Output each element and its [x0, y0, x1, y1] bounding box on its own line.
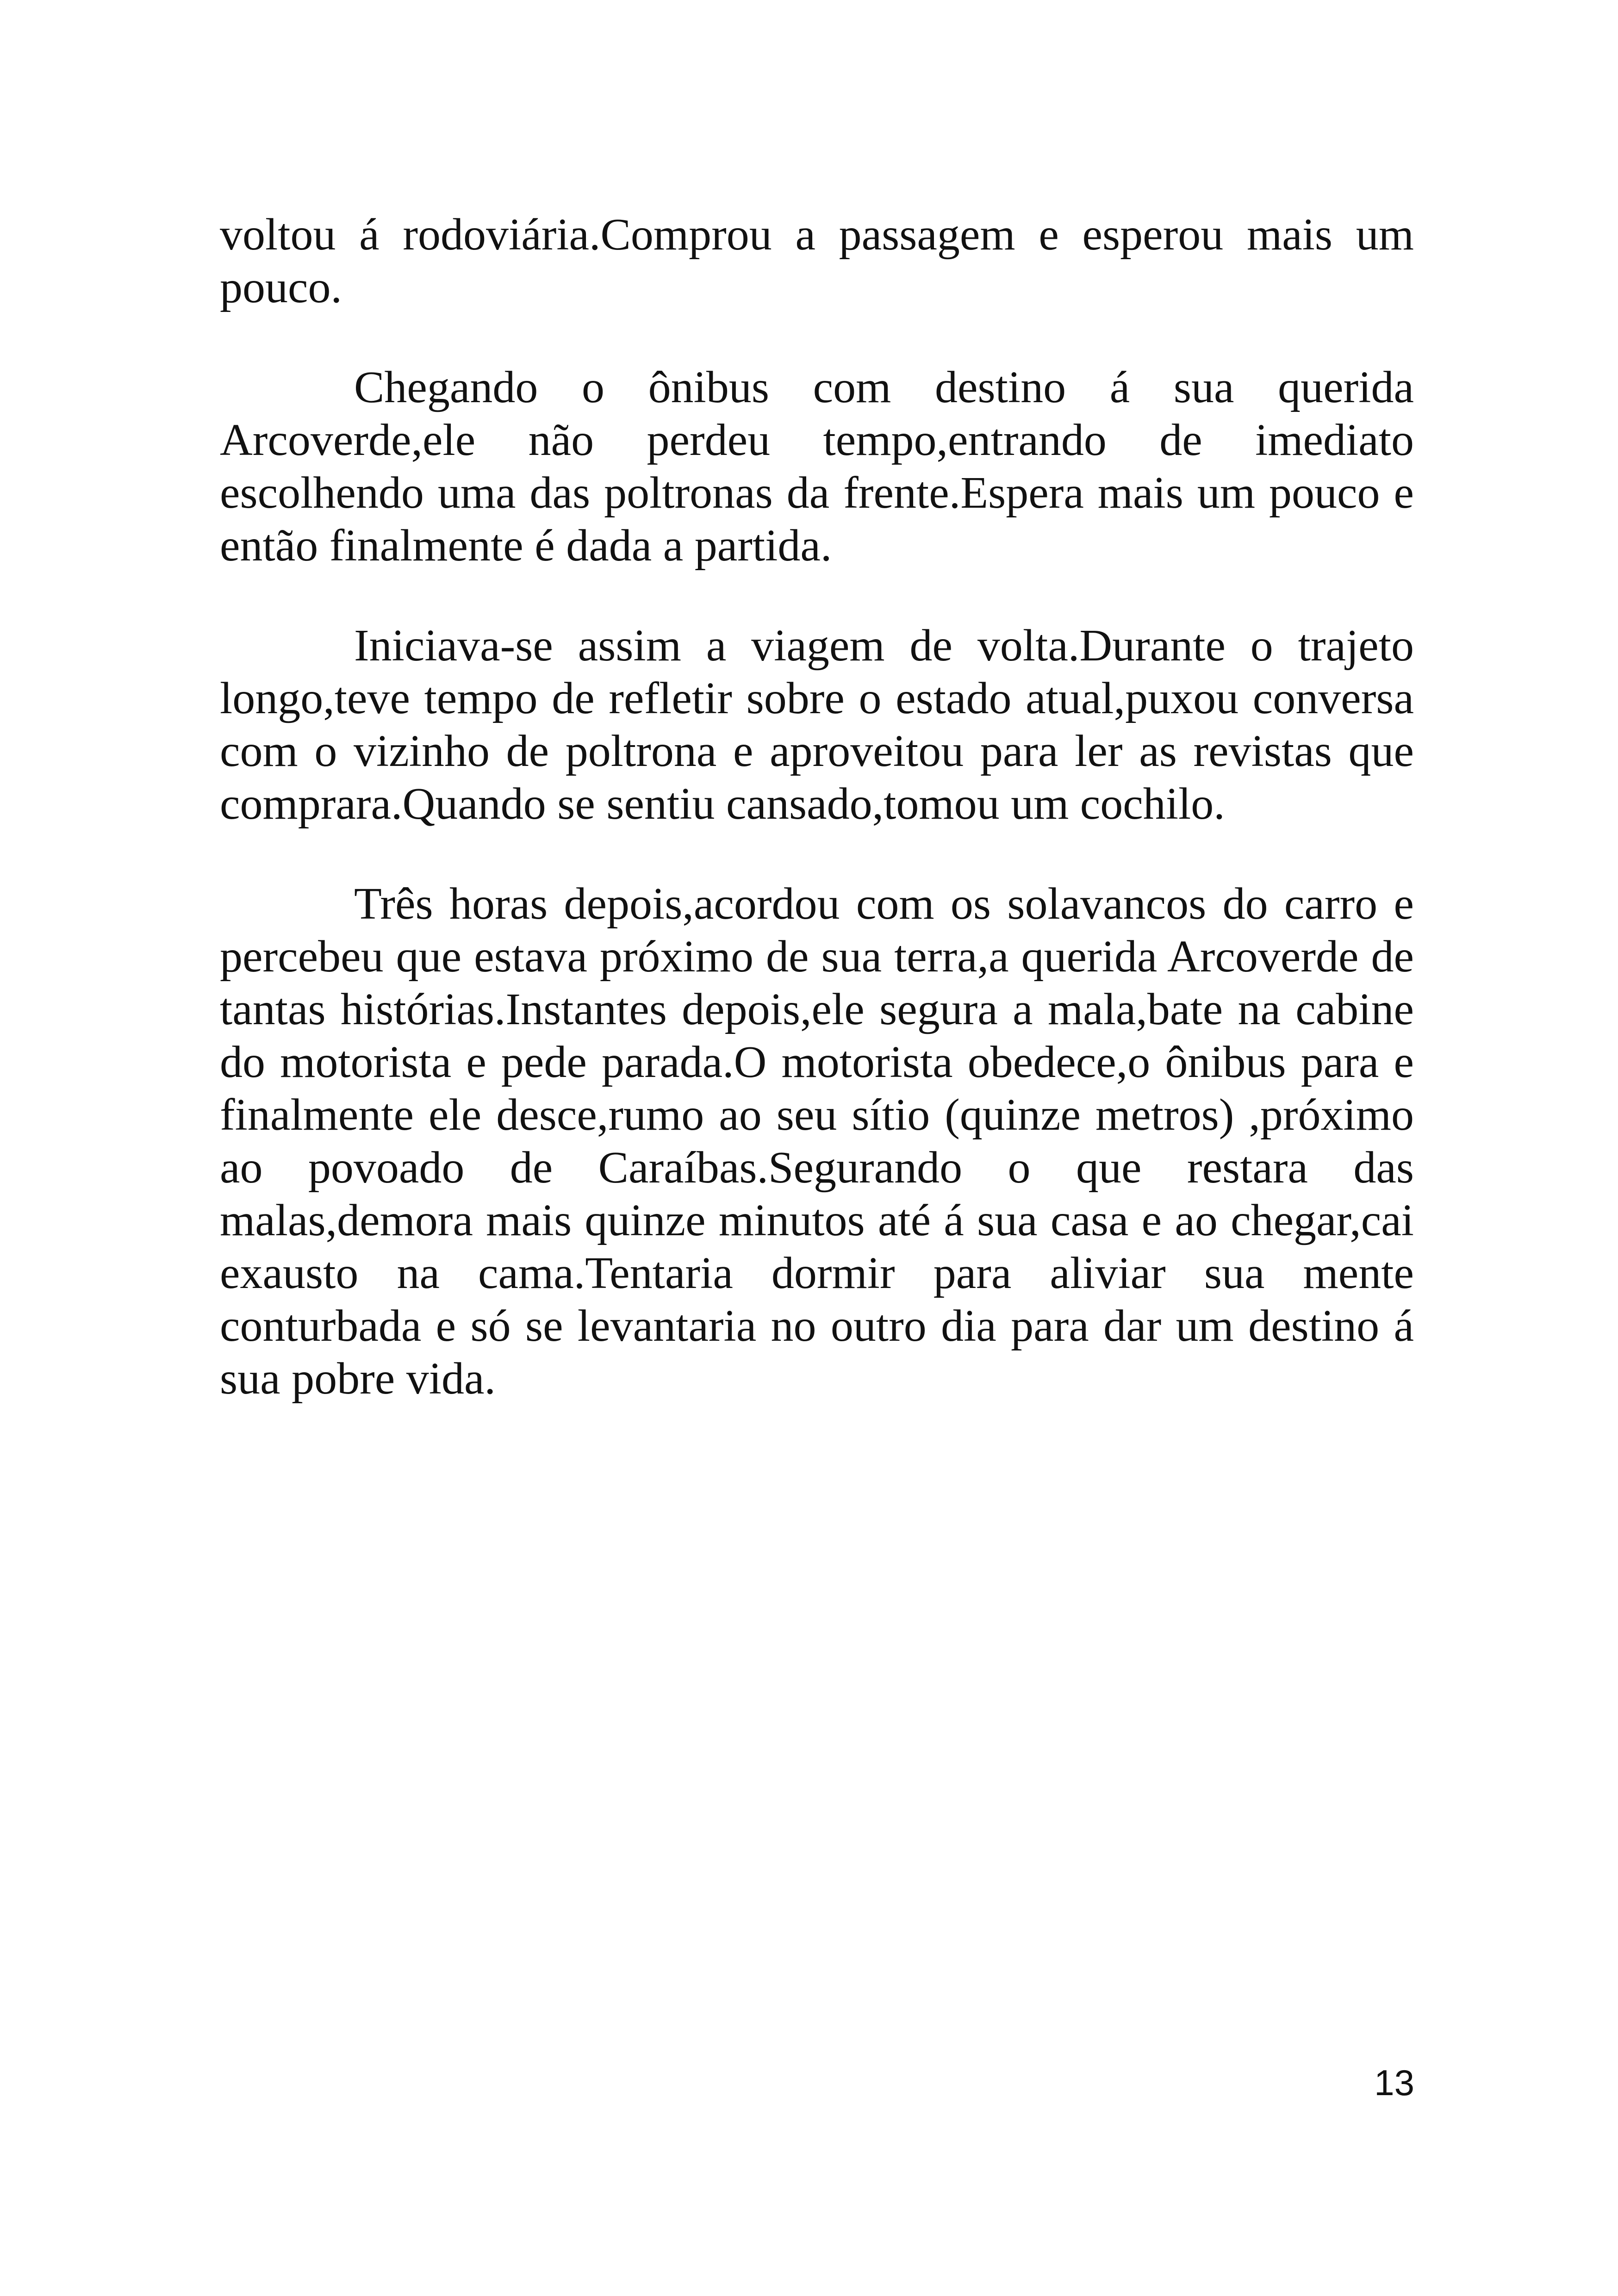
paragraph-3: Iniciava-se assim a viagem de volta.Durante o trajeto longo,teve tempo de refletir sobre o estado atual,puxou conversa com o vizinho de poltrona e aproveitou para ler as revistas que comprara.Quando se sentiu cansado,tomou um cochilo.	[220, 621, 1414, 829]
paragraph-1: voltou á rodoviária.Comprou a passagem e esperou mais um pouco.	[220, 210, 1414, 312]
body-text	[220, 208, 1414, 1452]
paragraph-2: Chegando o ônibus com destino á sua querida Arcoverde,ele não perdeu tempo,entrando de imediato escolhendo uma das poltronas da frente.Espera mais um pouco e então finalmente é dada a partida.	[220, 362, 1414, 571]
page-number: 13	[1374, 2062, 1414, 2103]
paragraph-4: Três horas depois,acordou com os solavancos do carro e percebeu que estava próximo de sua terra,a querida Arcoverde de tantas histórias.Instantes depois,ele segura a mala,bate na cabine do motorista e pede parada.O motorista obedece,o ônibus para e finalmente ele desce,rumo ao seu sítio (quinze metros) ,próximo ao povoado de Caraíbas.Segurando o que restara das malas,demora mais quinze minutos até á sua casa e ao chegar,cai exausto na cama.Tentaria dormir para aliviar sua mente conturbada e só se levantaria no outro dia para dar um destino á sua pobre vida.	[220, 879, 1414, 1404]
